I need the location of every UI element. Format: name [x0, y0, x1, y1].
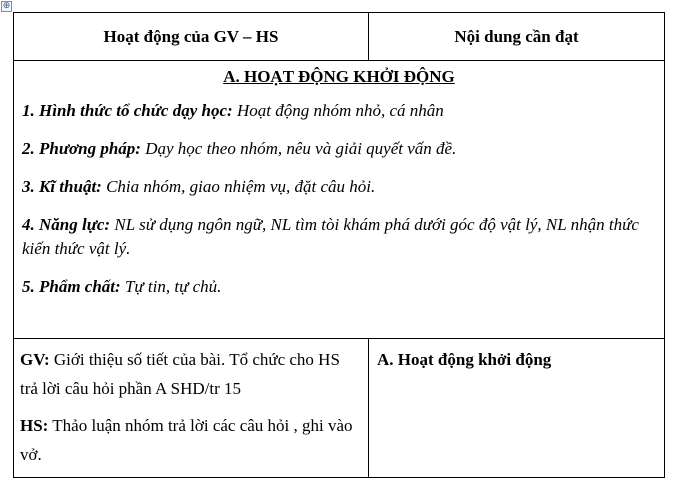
item-text: Tự tin, tự chủ.: [120, 277, 222, 296]
gv-paragraph: [20, 345, 360, 403]
gv-text: Giới thiệu số tiết của bài. Tổ chức cho HS trả lời câu hỏi phần A SHD/tr 15: [20, 350, 340, 398]
activity-row: [14, 339, 665, 478]
item-label: 3. Kĩ thuật:: [22, 177, 102, 196]
section-cell: [14, 61, 665, 339]
item-label: 1. Hình thức tổ chức dạy học:: [22, 101, 233, 120]
item-text: Chia nhóm, giao nhiệm vụ, đặt câu hỏi.: [101, 177, 376, 196]
hs-text: Thảo luận nhóm trả lời các câu hỏi , ghi vào vở.: [20, 416, 353, 464]
content-title: A. Hoạt động khởi động: [377, 350, 552, 369]
item-label: 5. Phẩm chất:: [22, 277, 121, 296]
item-text: Hoạt động nhóm nhỏ, cá nhân: [232, 101, 444, 120]
section-item: [22, 275, 656, 299]
header-teacher-student-activities: Hoạt động của GV – HS: [14, 13, 369, 61]
section-row: [14, 61, 665, 339]
item-label: 4. Năng lực:: [22, 215, 111, 234]
section-item: [22, 137, 656, 161]
content-cell: [369, 339, 665, 478]
item-text: NL sử dụng ngôn ngữ, NL tìm tòi khám phá dưới góc độ vật lý, NL nhận thức kiến thức vật lý.: [22, 215, 639, 258]
section-item: [22, 99, 656, 123]
header-row: [14, 13, 665, 61]
table-move-handle-icon[interactable]: ⊕: [2, 1, 11, 11]
lesson-plan-table: [13, 12, 665, 478]
section-item: [22, 213, 656, 261]
hs-paragraph: [20, 411, 360, 469]
gv-label: GV:: [20, 350, 50, 369]
section-title: A. HOẠT ĐỘNG KHỞI ĐỘNG: [223, 67, 455, 86]
item-text: Dạy học theo nhóm, nêu và giải quyết vấn đề.: [140, 139, 457, 158]
item-label: 2. Phương pháp:: [22, 139, 141, 158]
section-item: [22, 175, 656, 199]
hs-label: HS:: [20, 416, 49, 435]
activity-cell: [14, 339, 369, 478]
header-required-content: Nội dung cần đạt: [369, 13, 665, 61]
